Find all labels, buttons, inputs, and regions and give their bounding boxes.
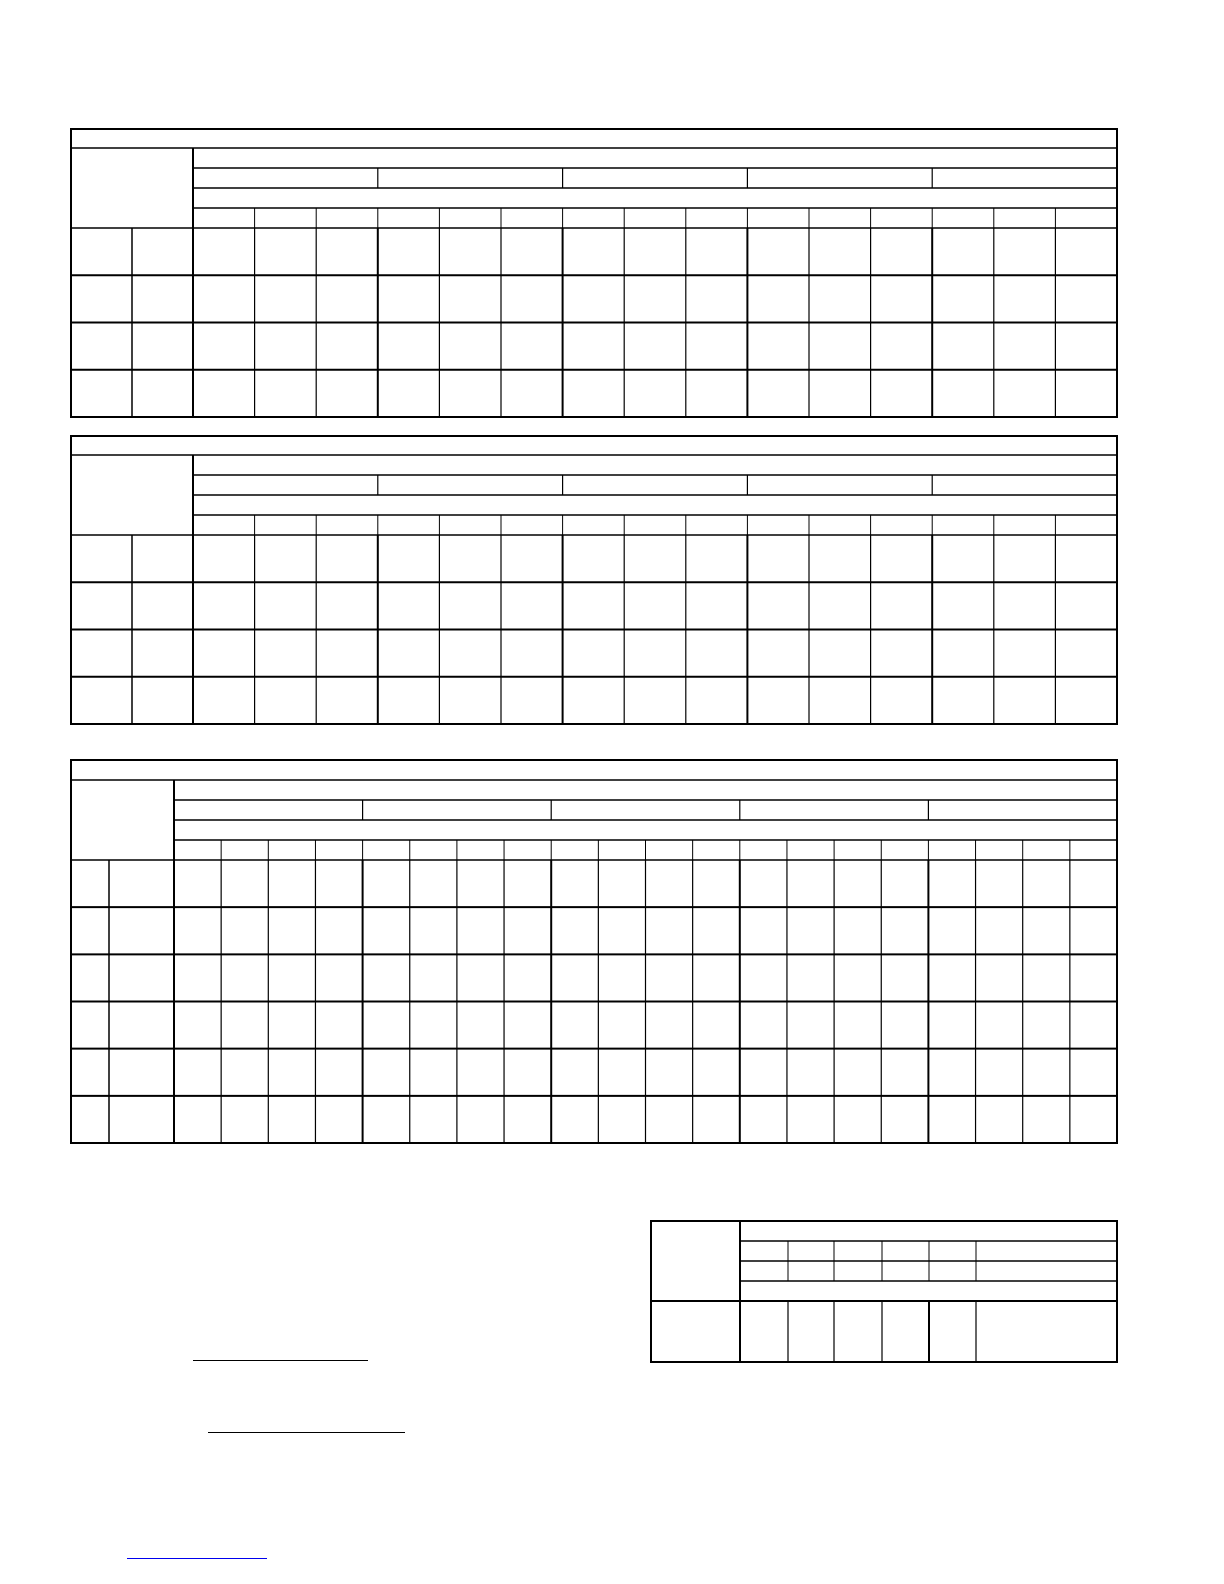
grid-table-1 (71, 129, 1117, 417)
small-grid-table (651, 1221, 1117, 1362)
table-outer-border (71, 436, 1117, 724)
small-table-border (651, 1221, 1117, 1362)
grid-table-2 (71, 436, 1117, 724)
table-outer-border (71, 760, 1117, 1143)
signature-line-1[interactable] (193, 1360, 368, 1361)
signature-line-2[interactable] (208, 1432, 405, 1433)
table-outer-border (71, 129, 1117, 417)
footer-link-line[interactable] (127, 1558, 267, 1559)
grid-table-3 (71, 760, 1117, 1143)
